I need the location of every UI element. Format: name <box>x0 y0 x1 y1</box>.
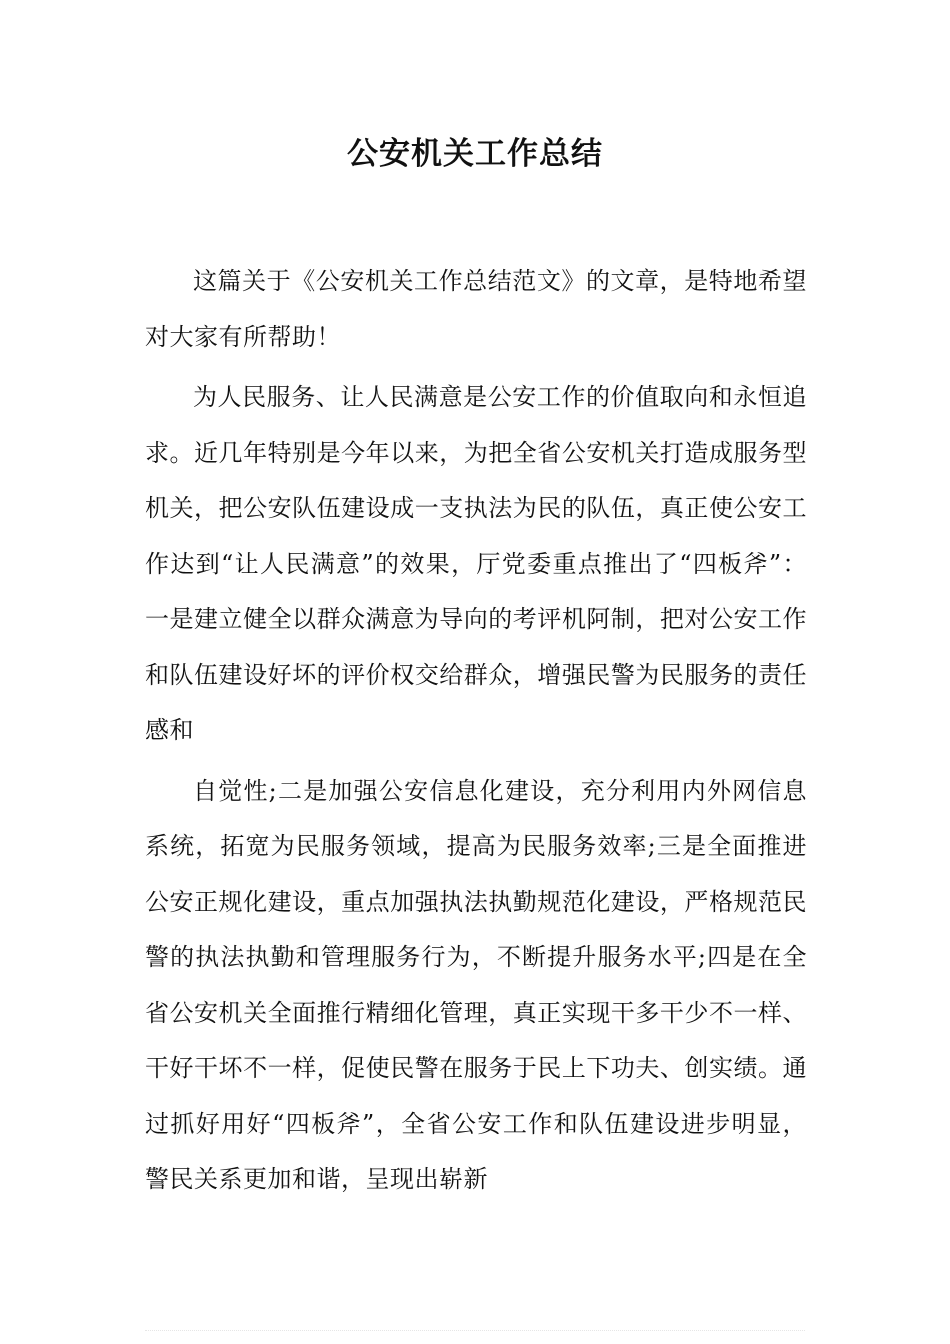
document-body <box>145 254 807 1213</box>
paragraph-continuation: 自觉性;二是加强公安信息化建设，充分利用内外网信息系统，拓宽为民服务领域，提高为民服务效率;三是全面推进公安正规化建设，重点加强执法执勤规范化建设，严格规范民警的执法执勤和管理服务行为，不断提升服务水平;四是在全省公安机关全面推行精细化管理，真正实现干多干少不一样、干好干坏不一样，促使民警在服务于民上下功夫、创实绩。通过抓好用好“四板斧”，全省公安工作和队伍建设进步明显，警民关系更加和谐，呈现出崭新 <box>145 776 807 1193</box>
page-footer-divider <box>145 1330 805 1333</box>
paragraph-main: 为人民服务、让人民满意是公安工作的价值取向和永恒追求。近几年特别是今年以来，为把全省公安机关打造成服务型机关，把公安队伍建设成一支执法为民的队伍，真正使公安工作达到“让人民满意”的效果，厅党委重点推出了“四板斧”：一是建立健全以群众满意为导向的考评机阿制，把对公安工作和队伍建设好坏的评价权交给群众，增强民警为民服务的责任感和 <box>145 383 807 744</box>
paragraph-intro: 这篇关于《公安机关工作总结范文》的文章，是特地希望对大家有所帮助！ <box>145 267 807 351</box>
document-title: 公安机关工作总结 <box>347 136 603 172</box>
